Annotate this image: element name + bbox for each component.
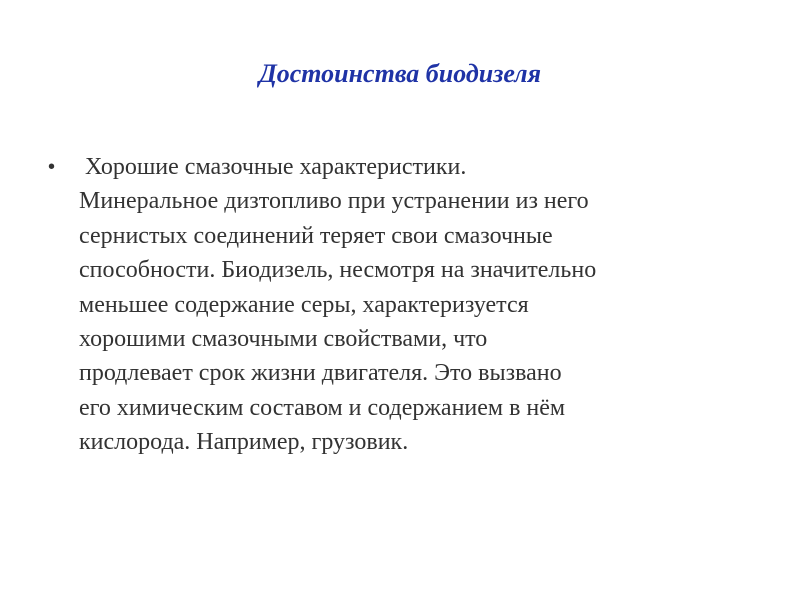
bullet-text-line: хорошими смазочными свойствами, что	[79, 326, 488, 353]
bullet-list	[48, 150, 748, 460]
bullet-text-line: сернистых соединений теряет свои смазочные	[79, 222, 553, 249]
bullet-text-line: кислорода. Например, грузовик.	[79, 429, 409, 456]
bullet-text-line: Хорошие смазочные характеристики.	[79, 154, 467, 180]
bullet-text-line: продлевает срок жизни двигателя. Это вызвано	[79, 360, 562, 387]
bullet-text-line: способности. Биодизель, несмотря на значительно	[79, 257, 597, 284]
bullet-dot-icon: •	[48, 156, 56, 178]
bullet-text-line: Минеральное дизтопливо при устранении из него	[79, 188, 589, 215]
bullet-text-line: его химическим составом и содержанием в нём	[79, 394, 566, 421]
bullet-text-line: меньшее содержание серы, характеризуется	[79, 291, 529, 318]
slide-title: Достоинства биодизеля	[258, 59, 541, 88]
bullet-item	[48, 150, 748, 460]
